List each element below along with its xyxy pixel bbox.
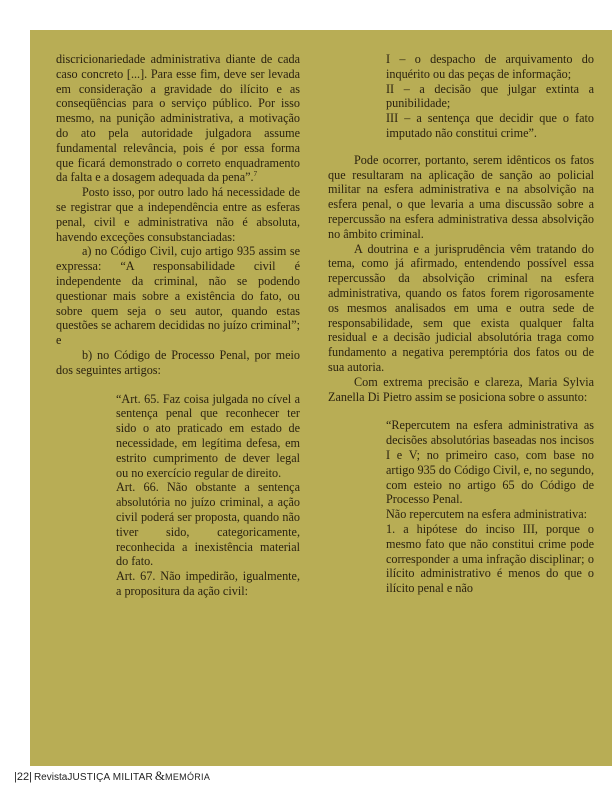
page-number: |22| [14, 771, 32, 783]
paragraph: Posto isso, por outro lado há necessidade de se registrar que a independência entre as esferas penal, civil e administrativa não é absoluta, havendo exceções consubstanciadas: [56, 185, 300, 244]
footnote-mark: 7 [253, 170, 258, 179]
magazine-label: Revista [33, 772, 68, 783]
paragraph: Pode ocorrer, portanto, serem idênticos os fatos que resultaram na aplicação de sanção ao policial militar na esfera administrativa e na absolvição na esfera penal, o que levaria a uma discussão sobre a repercussão na esfera administrativa dessa absolvição no âmbito criminal. [328, 152, 594, 241]
quote-line: Art. 66. Não obstante a sentença absolutória no juízo criminal, a ação civil poderá ser proposta, quando não tiver sido, categoricamente, reconhecida a inexistência material do fato. [116, 480, 300, 569]
quote-line: Art. 67. Não impedirão, igualmente, a propositura da ação civil: [116, 569, 300, 598]
paragraph: b) no Código de Processo Penal, por meio dos seguintes artigos: [56, 347, 300, 377]
right-column [328, 52, 594, 596]
quote-line: 1. a hipótese do inciso III, porque o mesmo fato que não constitui crime pode corresponder a uma infração disciplinar; o ilícito administrativo é menos do que o ilícito penal e não [386, 521, 594, 596]
paragraph [56, 52, 300, 185]
quote-line: “Repercutem na esfera administrativa as decisões absolutórias baseadas nos incisos I e V; no primeiro caso, com base no artigo 935 do Código Civil, e, no segundo, com esteio no artigo 65 do Código de Processo Penal. [386, 418, 594, 507]
page-footer [14, 768, 210, 782]
paragraph-text: discricionariedade administrativa diante de cada caso concreto [...]. Para esse fim, deve ser levada em consideração a gravidade do ilícito e as conseqüências para o serviço público. Por isso mesmo, na punição administrativa, a motivação do ato pela autoridade julgadora assume fundamental relevância, pois é por essa forma que ficará demonstrado o correto enquadramento da falta e a dosagem adequada da pena”. [56, 52, 300, 185]
quote-line: Não repercutem na esfera administrativa: [386, 507, 587, 522]
paragraph: A doutrina e a jurisprudência vêm tratando do tema, como já afirmado, entendendo possível essa repercussão da absolvição criminal na esfera administrativa, quando os fatos forem rigorosamente os mesmos analisados em uma e outra sede de responsabilidade, sem que exista qualquer falta residual e a decisão judicial absolutória traga como fundamento a negativa peremptória dos fatos ou de sua autoria. [328, 241, 594, 374]
paragraph: a) no Código Civil, cujo artigo 935 assim se expressa: “A responsabilidade civil é independente da criminal, não se podendo questionar mais sobre a existência do fato, ou sobre quem seja o seu autor, quando estas questões se acharem decididas no juízo criminal”; e [56, 244, 300, 348]
magazine-title-part2: MEMÓRIA [165, 772, 211, 782]
magazine-title-part1: JUSTIÇA MILITAR [67, 772, 153, 783]
quote-item: III – a sentença que decidir que o fato imputado não constitui crime”. [386, 111, 594, 140]
paragraph: Com extrema precisão e clareza, Maria Sylvia Zanella Di Pietro assim se posiciona sobre o assunto: [328, 374, 594, 404]
left-column [56, 52, 300, 599]
quote-item: II – a decisão que julgar extinta a punibilidade; [386, 81, 594, 111]
quote-item: I – o despacho de arquivamento do inquérito ou das peças de informação; [386, 52, 594, 81]
magazine-ampersand: & [154, 768, 166, 783]
quote-line: “Art. 65. Faz coisa julgada no cível a sentença penal que reconhecer ter sido o ato praticado em estado de necessidade, em legítima defesa, em estrito cumprimento de dever legal ou no exercício regular de direito. [116, 391, 300, 480]
